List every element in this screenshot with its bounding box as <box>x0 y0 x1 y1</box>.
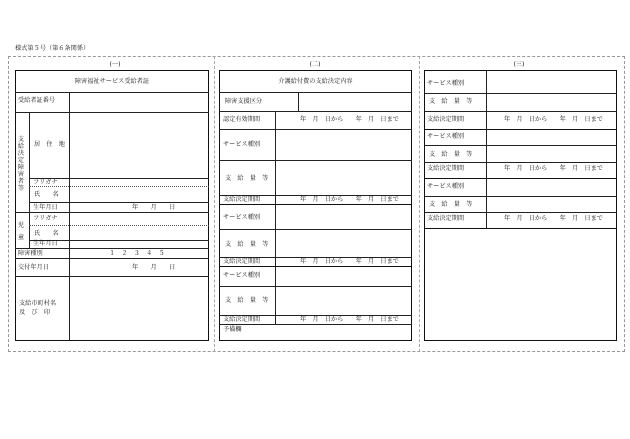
col3-decision-period-2: 支給決定期間 <box>427 165 465 172</box>
col3-decision-period-1: 支給決定期間 <box>427 116 465 123</box>
form-label: 様式第５号（第６条関係） <box>15 45 90 52</box>
decision-period-text-a: 年 月 日から 年 月 日まで <box>300 196 399 203</box>
birth1-label: 生年月日 <box>33 204 58 211</box>
amount-label-b: 支 給 量 等 <box>225 241 269 248</box>
name1-label: 氏 名 <box>34 191 59 198</box>
col2-heading: (二) <box>309 61 321 68</box>
col3-amount-3: 支 給 量 等 <box>429 201 473 208</box>
cert-period-text: 年 月 日から 年 月 日まで <box>300 116 399 123</box>
column-separator <box>214 56 215 352</box>
decision-period-label-c: 支給決定期間 <box>223 316 261 323</box>
furigana1-label: フリガナ <box>33 179 58 186</box>
birth2-label: 生年月日 <box>33 240 58 247</box>
furigana2-label: フリガナ <box>33 215 58 222</box>
cert-period-label: 認定有効期間 <box>223 116 261 123</box>
column-separator <box>419 56 420 352</box>
service-type-label-c: サービス種別 <box>223 272 261 279</box>
col2-title: 介護給付費の支給決定内容 <box>278 78 353 85</box>
city-seal-label-2: 及 び 印 <box>19 309 50 316</box>
col3-period-text-3: 年 月 日から 年 月 日まで <box>504 215 603 222</box>
address-label: 居 住 地 <box>34 141 65 148</box>
support-category-label: 障害支援区分 <box>225 98 263 105</box>
group-label: 支給決定障害者等 <box>17 136 25 192</box>
remarks-label: 予備欄 <box>223 326 242 333</box>
amount-label-c: 支 給 量 等 <box>225 297 269 304</box>
decision-period-label-b: 支給決定期間 <box>223 258 261 265</box>
amount-label-a: 支 給 量 等 <box>225 175 269 182</box>
col1-title: 障害福祉サービス受給者証 <box>74 78 150 85</box>
disability-type-label: 障害種別 <box>18 250 43 257</box>
service-type-label-b: サービス種別 <box>223 214 261 221</box>
city-seal-label-1: 支給市町村名 <box>19 300 57 307</box>
child-label: 児童 <box>17 222 25 241</box>
decision-period-text-b: 年 月 日から 年 月 日まで <box>300 258 399 265</box>
birth1-date: 年 月 日 <box>132 204 176 211</box>
service-type-label-a: サービス種別 <box>223 141 261 148</box>
issue-date-label: 交付年月日 <box>18 264 49 271</box>
decision-period-text-c: 年 月 日から 年 月 日まで <box>300 316 399 323</box>
name2-label: 氏 名 <box>34 230 59 237</box>
col3-service-type-1: サービス種別 <box>427 80 465 87</box>
col3-amount-1: 支 給 量 等 <box>429 98 473 105</box>
cert-number-label: 受給者証番号 <box>18 97 56 104</box>
col3-period-text-2: 年 月 日から 年 月 日まで <box>504 165 603 172</box>
col3-service-type-2: サービス種別 <box>427 133 465 140</box>
col3-heading: (三) <box>513 61 525 68</box>
col3-decision-period-3: 支給決定期間 <box>427 215 465 222</box>
disability-type-options: １ ２ ３ ４ ５ <box>109 250 165 257</box>
issue-date-value: 年 月 日 <box>132 264 176 271</box>
col3-service-type-3: サービス種別 <box>427 183 465 190</box>
col3-period-text-1: 年 月 日から 年 月 日まで <box>504 116 603 123</box>
col1-heading: (一) <box>109 61 121 68</box>
decision-period-label-a: 支給決定期間 <box>223 196 261 203</box>
col3-amount-2: 支 給 量 等 <box>429 151 473 158</box>
